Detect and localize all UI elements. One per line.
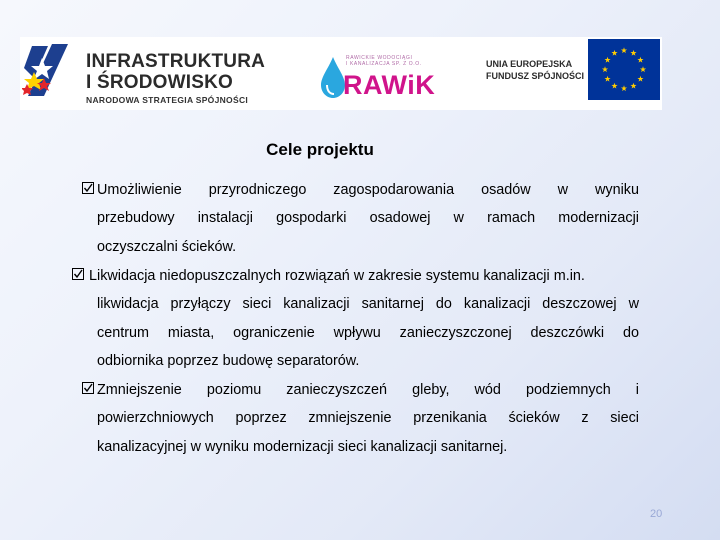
rawik-tagline-1: RAWICKIE WODOCIĄGI (346, 55, 413, 61)
bullet-1-line-1: Umożliwienie przyrodniczego zagospodarowania osadów w wyniku (97, 182, 639, 198)
eu-line2: FUNDUSZ SPÓJNOŚCI (486, 71, 585, 81)
bullet-2-line-2: likwidacja przyłączy sieci kanalizacji sanitarnej do kanalizacji deszczowej w (97, 296, 639, 312)
rawik-logo (318, 55, 436, 103)
checkbox-checked-icon (82, 382, 94, 394)
bullet-1-line-2: przebudowy instalacji gospodarki osadowej w ramach modernizacji (97, 210, 639, 226)
infra-title-line1: INFRASTRUKTURA (86, 51, 266, 72)
eu-funds-logo-icon (22, 40, 86, 104)
infra-title-line2: I ŚRODOWISKO (86, 72, 234, 93)
eu-line1: UNIA EUROPEJSKA (486, 59, 573, 69)
bullet-3-line-2: powierzchniowych poprzez zmniejszenie przenikania ścieków z sieci (97, 410, 639, 426)
bullet-2-line-4: odbiornika poprzez budowę separatorów. (97, 353, 360, 369)
checkbox-checked-icon (72, 268, 84, 280)
eu-flag-icon (588, 39, 660, 100)
bullet-3-line-1: Zmniejszenie poziomu zanieczyszczeń gleby, wód podziemnych i (97, 382, 639, 398)
page-number: 20 (650, 508, 663, 520)
eu-fund-text (486, 58, 584, 82)
rawik-tagline (346, 55, 422, 67)
checkbox-checked-icon (82, 182, 94, 194)
bullet-1-line-3: oczyszczalni ścieków. (97, 239, 237, 255)
slide-title: Cele projektu (266, 140, 374, 159)
bullet-3-line-3: kanalizacyjnej w wyniku modernizacji sieci kanalizacji sanitarnej. (97, 439, 508, 455)
rawik-name: RAWiK (343, 70, 436, 100)
header-banner (20, 37, 662, 110)
bullet-2-line-1: Likwidacja niedopuszczalnych rozwiązań w zakresie systemu kanalizacji m.in. (89, 268, 585, 284)
rawik-tagline-2: I KANALIZACJA SP. Z O.O. (346, 61, 422, 67)
infra-subtitle: NARODOWA STRATEGIA SPÓJNOŚCI (86, 95, 249, 105)
infrastructure-title (86, 51, 265, 93)
bullet-2-line-3: centrum miasta, ograniczenie wpływu zanieczyszczonej deszczówki do (97, 325, 639, 341)
